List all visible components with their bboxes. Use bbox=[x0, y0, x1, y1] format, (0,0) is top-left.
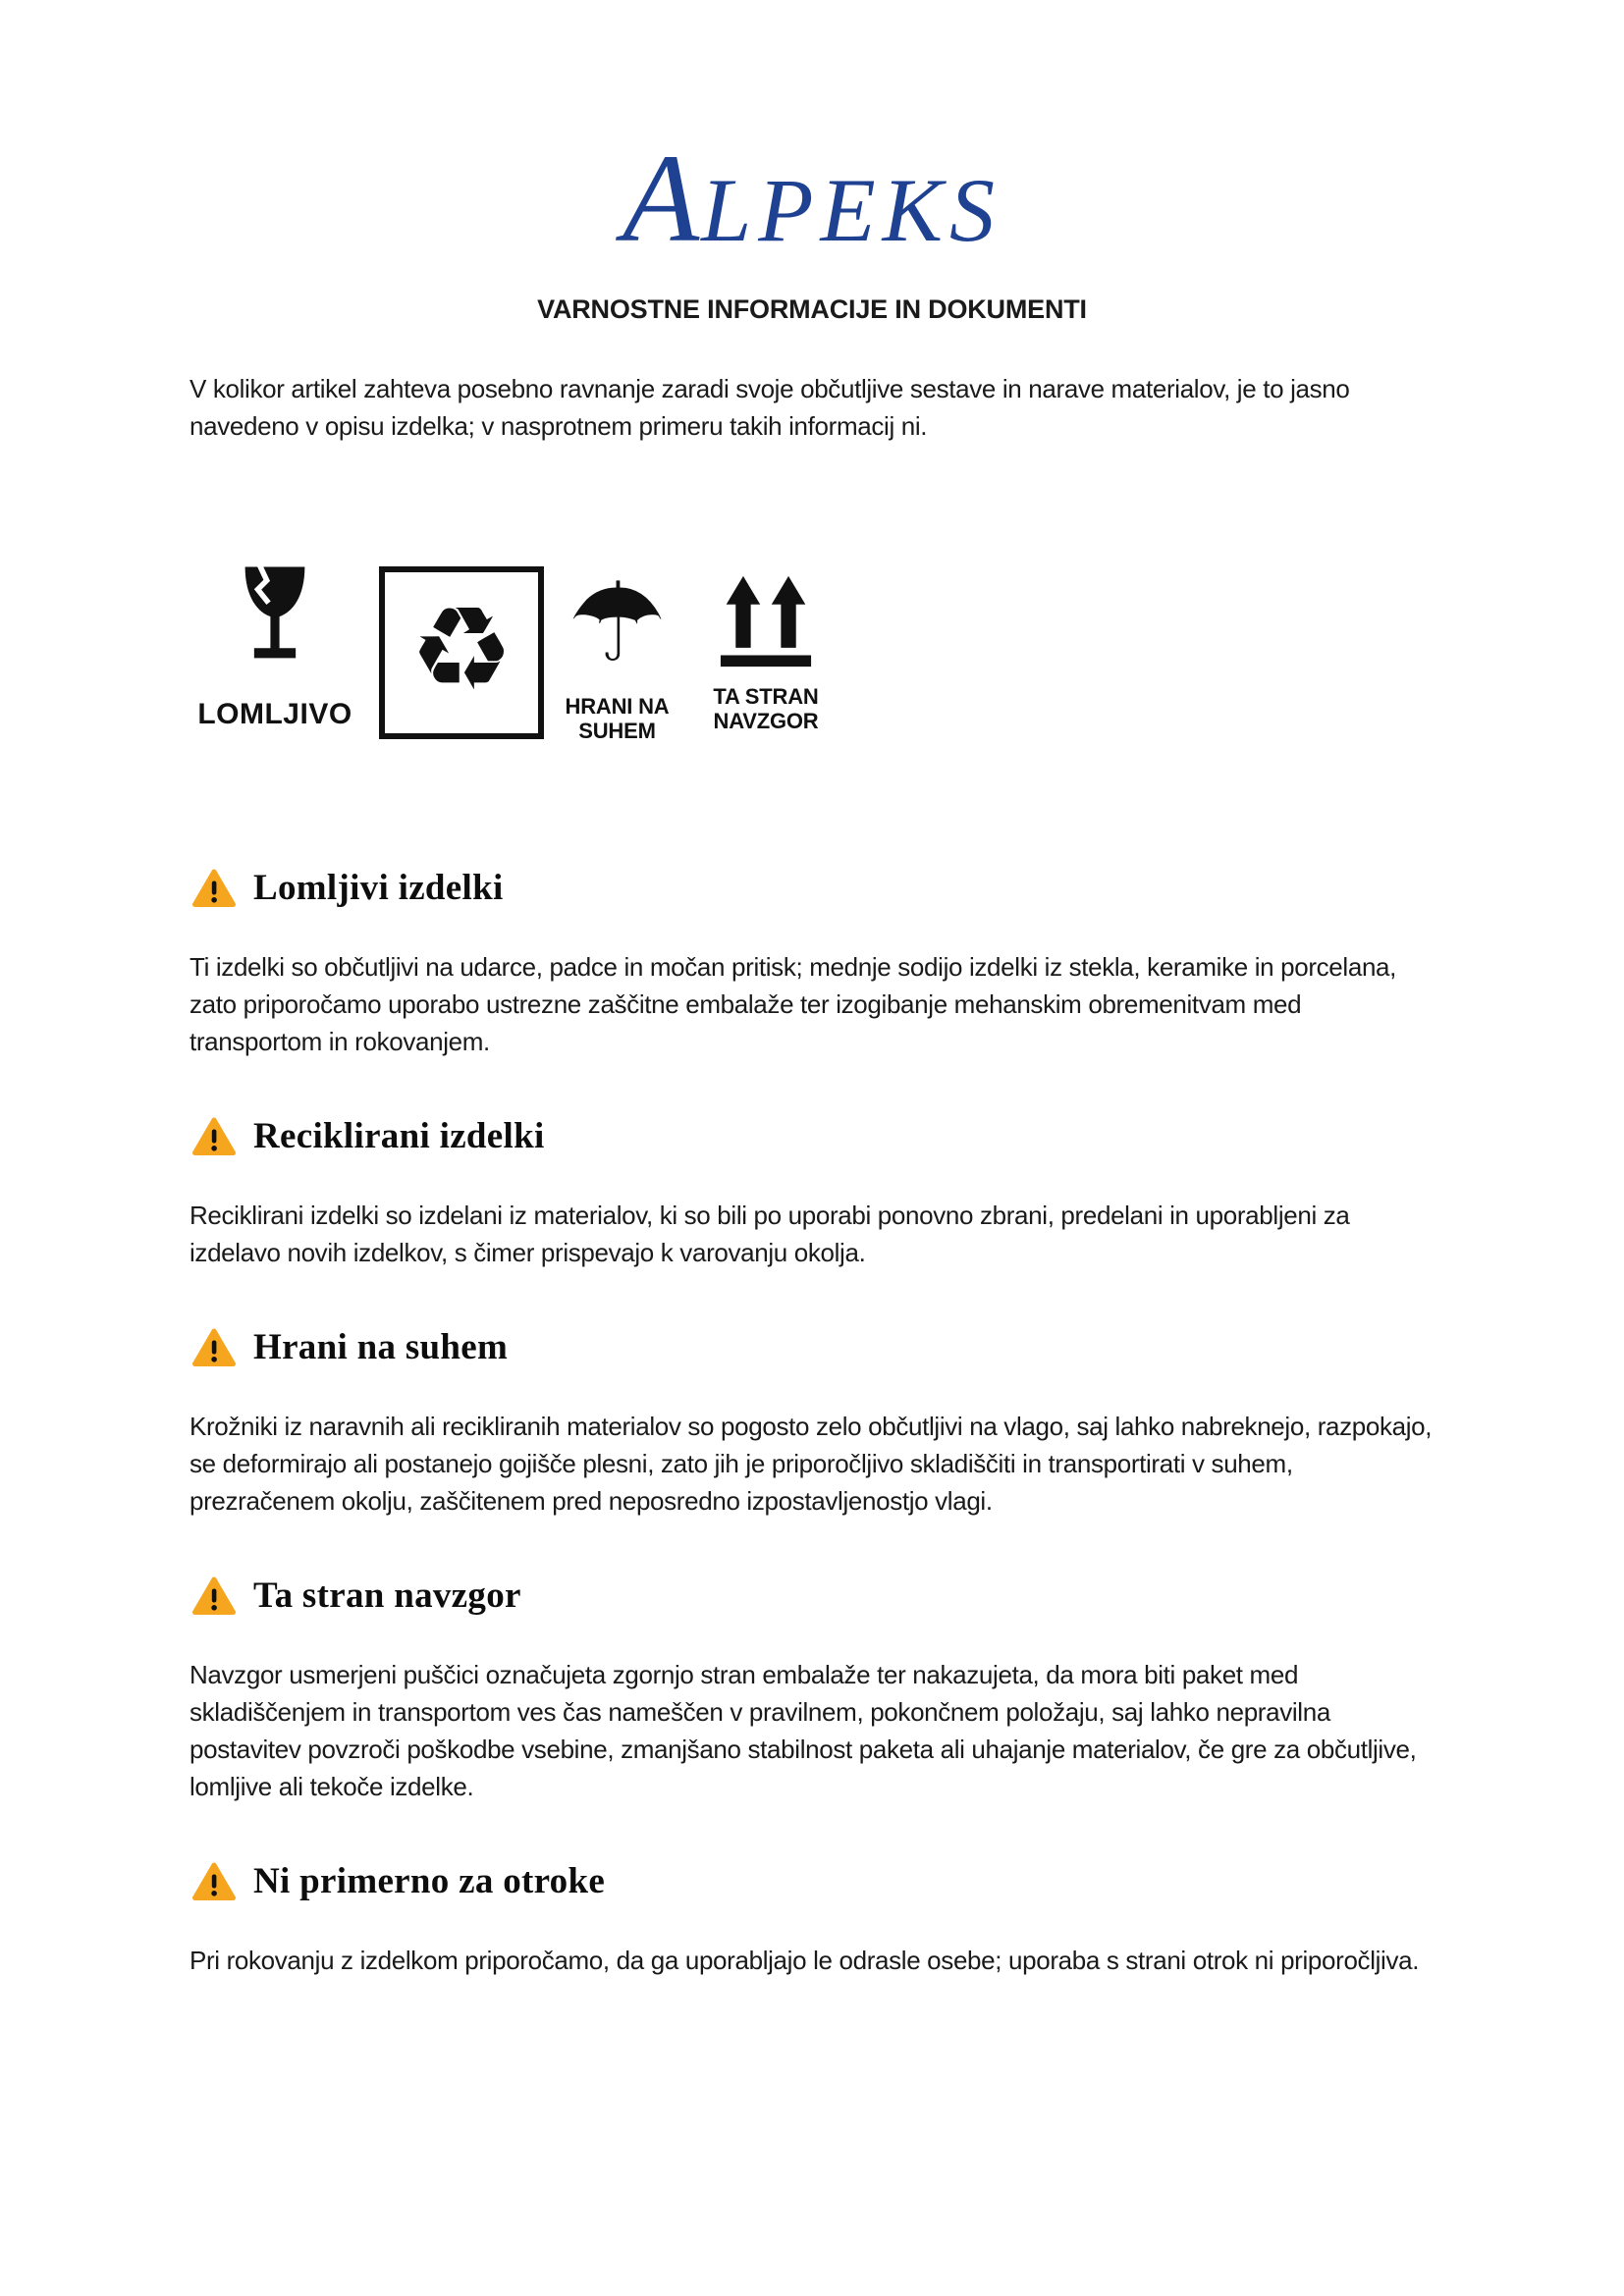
section-keep-dry bbox=[0, 1326, 1624, 1520]
section-body: Navzgor usmerjeni puščici označujeta zgornjo stran embalaže ter nakazujeta, da mora biti paket med skladiščenjem in transportom ves čas nameščen v pravilnem, pokončnem položaju, saj lahko nepravilna postavitev povzroči poškodbe vsebine, zmanjšano stabilnost paketa ali uhajanje materialov, če gre za občutljive, lomljive ali tekoče izdelke. bbox=[189, 1660, 1417, 1801]
intro-paragraph: V kolikor artikel zahteva posebno ravnanje zaradi svoje občutljive sestave in narave materialov, je to jasno navedeno v opisu izdelka; v nasprotnem primeru takih informacij ni. bbox=[189, 374, 1350, 441]
keep-dry-symbol-block bbox=[551, 560, 683, 743]
this-side-up-symbol-block bbox=[697, 564, 835, 733]
packaging-icons-row bbox=[190, 560, 1624, 743]
fragile-glass-icon bbox=[230, 564, 320, 670]
section-heading bbox=[192, 1575, 1624, 1617]
section-heading bbox=[192, 867, 1624, 909]
section-recycled-products bbox=[0, 1115, 1624, 1271]
this-side-up-icon bbox=[719, 574, 813, 668]
section-fragile-products bbox=[0, 867, 1624, 1060]
section-body: Pri rokovanju z izdelkom priporočamo, da ga uporabljajo le odrasle osebe; uporaba s strani otrok ni priporočljiva. bbox=[189, 1946, 1420, 1975]
section-this-side-up bbox=[0, 1575, 1624, 1805]
recycle-symbol-block bbox=[378, 564, 545, 739]
section-title: Lomljivi izdelki bbox=[253, 868, 504, 908]
alpeks-logo bbox=[0, 0, 1624, 268]
page-title: VARNOSTNE INFORMACIJE IN DOKUMENTI bbox=[537, 294, 1087, 324]
section-heading bbox=[192, 1326, 1624, 1368]
warning-triangle-icon bbox=[192, 1576, 236, 1616]
keep-dry-label: HRANI NA SUHEM bbox=[565, 694, 670, 743]
warning-triangle-icon bbox=[192, 1328, 236, 1367]
warning-triangle-icon bbox=[192, 1862, 236, 1901]
section-not-for-children bbox=[0, 1860, 1624, 1979]
logo-initial: A bbox=[622, 129, 702, 268]
umbrella-icon: ☂ bbox=[568, 560, 667, 687]
fragile-symbol-block bbox=[196, 564, 353, 729]
section-title: Reciklirani izdelki bbox=[253, 1116, 545, 1156]
this-side-up-label: TA STRAN NAVZGOR bbox=[713, 684, 819, 733]
section-heading bbox=[192, 1115, 1624, 1157]
warning-triangle-icon bbox=[192, 869, 236, 908]
recycle-border-box bbox=[379, 566, 544, 739]
section-body: Ti izdelki so občutljivi na udarce, padce in močan pritisk; mednje sodijo izdelki iz stekla, keramike in porcelana, zato priporočamo uporabo ustrezne zaščitne embalaže ter izogibanje mehanskim obremenitvam med transportom in rokovanjem. bbox=[189, 952, 1397, 1056]
section-body: Krožniki iz naravnih ali recikliranih materialov so pogosto zelo občutljivi na vlago, saj lahko nabreknejo, razpokajo, se deformirajo ali postanejo gojišče plesni, zato jih je priporočljivo skladiščiti in transportirati v suhem, prezračenem okolju, zaščitenem pred neposredno izpostavljenostjo vlagi. bbox=[189, 1412, 1433, 1516]
warning-triangle-icon bbox=[192, 1117, 236, 1156]
fragile-label: LOMLJIVO bbox=[197, 698, 352, 730]
section-title: Hrani na suhem bbox=[253, 1327, 509, 1367]
section-title: Ni primerno za otroke bbox=[253, 1861, 606, 1901]
recycle-icon: ♻ bbox=[409, 581, 514, 717]
logo-wordmark: LPEKS bbox=[701, 160, 1002, 260]
section-title: Ta stran navzgor bbox=[253, 1575, 521, 1616]
section-body: Reciklirani izdelki so izdelani iz materialov, ki so bili po uporabi ponovno zbrani, predelani in uporabljeni za izdelavo novih izdelkov, s čimer prispevajo k varovanju okolja. bbox=[189, 1201, 1350, 1267]
section-heading bbox=[192, 1860, 1624, 1902]
